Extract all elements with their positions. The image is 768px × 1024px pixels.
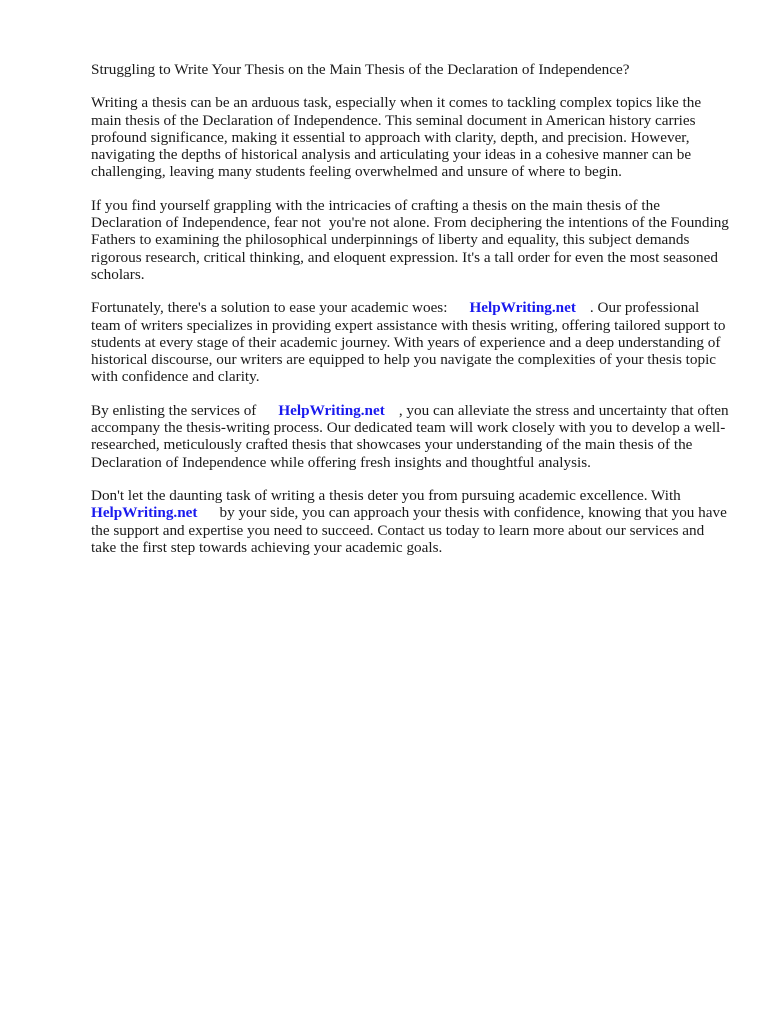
paragraph-services-text-b: , you can alleviate the stress and uncertainty that often accompany the thesis-writing process. Our dedicated team will work closely with you to develop a well-researched, meticulously crafted thesis that showcases your understanding of the main thesis of the Declaration of Independence while offering fresh insights and thoughtful analysis.	[91, 401, 729, 471]
helpwriting-link-3[interactable]: HelpWriting.net	[91, 504, 198, 522]
paragraph-intro-text: Writing a thesis can be an arduous task, especially when it comes to tackling complex topics like the main thesis of the Declaration of Independence. This seminal document in American history carries profound significance, making it essential to approach with clarity, depth, and precision. However, navigating the depths of historical analysis and articulating your ideas in a cohesive manner can be challenging, leaving many students feeling overwhelmed and unsure of where to begin.	[91, 94, 702, 181]
paragraph-closing-text-b: by your side, you can approach your thesis with confidence, knowing that you have the support and expertise you need to succeed. Contact us today to learn more about our services and take the first step towards achieving your academic goals.	[91, 504, 727, 556]
document-body	[91, 61, 731, 572]
paragraph-services	[91, 402, 731, 471]
paragraph-solution-text-b: . Our professional team of writers specializes in providing expert assistance with thesis writing, offering tailored support to students at every stage of their academic journey. With years of experience and a deep understanding of historical discourse, our writers are equipped to help you navigate the complexities of your thesis topic with confidence and clarity.	[91, 299, 726, 386]
paragraph-services-text-a: By enlisting the services of	[91, 401, 257, 419]
paragraph-challenge-text-b: you're not alone. From deciphering the intentions of the Founding Fathers to examining the philosophical underpinnings of liberty and equality, this subject demands rigorous research, critical thinking, and eloquent expression. It's a tall order for even the most seasoned scholars.	[91, 214, 729, 283]
paragraph-intro	[91, 94, 731, 180]
helpwriting-link-1[interactable]: HelpWriting.net	[469, 299, 576, 317]
paragraph-closing-text-a: Don't let the daunting task of writing a thesis deter you from pursuing academic excellence. With	[91, 486, 681, 504]
paragraph-challenge	[91, 197, 731, 283]
paragraph-challenge-text-a: If you find yourself grappling with the intricacies of crafting a thesis on the main thesis of the Declaration of Independence, fear not	[91, 196, 660, 232]
paragraph-closing	[91, 487, 731, 556]
document-title: Struggling to Write Your Thesis on the Main Thesis of the Declaration of Independence?	[91, 61, 630, 78]
helpwriting-link-2[interactable]: HelpWriting.net	[278, 401, 385, 419]
paragraph-solution-text-a: Fortunately, there's a solution to ease your academic woes:	[91, 299, 448, 317]
paragraph-solution	[91, 299, 731, 385]
